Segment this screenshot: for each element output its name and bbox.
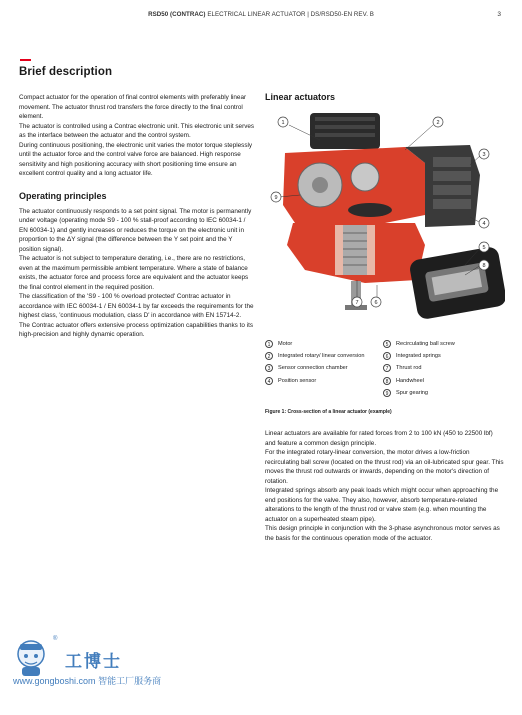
caption-text: Cross-section of a linear actuator (example)	[287, 409, 392, 415]
watermark-tagline: 智能工厂服务商	[98, 676, 162, 686]
legend-label: Spur gearing	[396, 389, 429, 396]
linear-heading: Linear actuators	[265, 92, 336, 102]
legend-number: 8	[383, 377, 391, 385]
legend-item	[383, 340, 501, 349]
operating-paragraph: The classification of the 'S9 - 100 % overload protected' Contrac actuator in accordance with IEC 60034-1 / EN 60034-1 by far exceeds the requirements for the highest class, 'continuous modulation, class D' in accordance with EN 15714-2.	[19, 293, 254, 319]
legend-number: 3	[265, 364, 273, 372]
legend-item	[265, 352, 383, 361]
callout-7: 7	[355, 300, 359, 306]
legend-label: Handwheel	[396, 377, 424, 384]
right-column-heading	[265, 92, 505, 102]
operating-paragraph: The actuator is not subject to temperature derating, i.e., there are no restrictions, even at the maximum permissible ambient temperature. Where a state of balance exists, the actuator force and process force are equivalent and the actuator keeps the final control element in the required position.	[19, 255, 249, 291]
callout-9: 9	[274, 195, 278, 201]
watermark-brand: 工博士	[65, 652, 122, 671]
legend-item	[383, 377, 501, 386]
handwheel	[348, 203, 392, 217]
header-doc-code: RSD50 (CONTRAC)	[148, 11, 206, 18]
brief-paragraph: The actuator is controlled using a Contrac electronic unit. This electronic unit serves as the interface between the actuator and the control system.	[19, 122, 255, 139]
brief-paragraph: Compact actuator for the operation of final control elements with preferably linear movement. The actuator thrust rod transfers the force directly to the final control element.	[19, 94, 247, 120]
linear-text	[265, 429, 505, 543]
legend-number: 2	[265, 352, 273, 360]
legend-number: 9	[383, 389, 391, 397]
legend-item	[265, 340, 383, 349]
watermark-url-line	[13, 674, 161, 687]
legend-label: Sensor connection chamber	[278, 365, 348, 372]
legend-label: Recirculating ball screw	[396, 341, 455, 347]
callout-3: 3	[482, 152, 486, 158]
legend-label: Integrated rotary/ linear conversion	[278, 353, 365, 360]
legend-label: Thrust rod	[396, 365, 422, 372]
callout-6: 6	[374, 300, 378, 306]
legend-label: Position sensor	[278, 377, 317, 384]
legend-item	[265, 377, 383, 386]
watermark-url: www.gongboshi.com	[13, 676, 96, 686]
linear-paragraph: Integrated springs absorb any peak loads which might occur when approaching the end positions for the valve. They also, however, absorb temperature-related alterations to the length of the thrust rod or valve stem (e.g. when mounting the actuator on a superheated steam pipe).	[265, 487, 499, 523]
legend-number: 6	[383, 352, 391, 360]
left-column	[19, 66, 255, 340]
legend-item	[383, 364, 501, 373]
legend-item	[383, 352, 501, 361]
figure-caption	[265, 409, 505, 415]
operating-paragraph: The actuator continuously responds to a set point signal. The motor is permanently under voltage (operating mode S9 - 100 % stall-proof according to IEC 60034-1 / EN 60034-1) and gently increases or reduces the torque on the electronic unit in proportion to the ΔY signal (the difference between the Y set point and the Y position signal).	[19, 207, 252, 253]
legend-item	[383, 389, 501, 398]
brief-heading: Brief description	[19, 66, 113, 78]
operating-heading: Operating principles	[19, 190, 107, 201]
linear-paragraph: This design principle in conjunction with the 3-phase asynchronous motor serves as the basis for the continuous operation mode of the actuator.	[265, 525, 500, 542]
linear-paragraph: For the integrated rotary-linear conversion, the motor drives a low-friction recirculating ball screw (located on the thrust rod) via an oil-lubricated spur gear. This moves the thrust rod outwards or inwards, depending on the motor's direction of rotation.	[265, 449, 504, 485]
legend-number: 1	[265, 340, 273, 348]
accent-dash	[20, 59, 31, 61]
brief-paragraph: During continuous positioning, the electronic unit varies the motor torque steplessly until the actuator force and the control valve force are balanced. High response sensitivity and high positioning accuracy with short positioning time ensure an excellent control quality and a long actuator life.	[19, 141, 253, 177]
callout-1: 1	[281, 120, 285, 126]
actuator-cross-section-illustration	[265, 105, 505, 327]
mascot-icon	[11, 638, 61, 678]
legend-column-left	[265, 340, 383, 389]
actuator-figure	[265, 105, 505, 327]
legend-label: Integrated springs	[396, 353, 441, 360]
linear-paragraph: Linear actuators are available for rated forces from 2 to 100 kN (450 to 22500 lbf) and feature a common design principle.	[265, 430, 493, 447]
caption-label: Figure 1:	[265, 409, 287, 415]
callout-2: 2	[436, 120, 440, 126]
legend-number: 4	[265, 377, 273, 385]
legend-number: 5	[383, 340, 391, 348]
callout-8: 8	[482, 263, 486, 269]
callout-4: 4	[482, 221, 486, 227]
legend-number: 7	[383, 364, 391, 372]
page-header	[0, 11, 522, 21]
operating-paragraph: The Contrac actuator offers extensive process optimization capabilities thanks to its high-precision and highly dynamic operation.	[19, 321, 254, 338]
legend-label: Motor	[278, 341, 293, 347]
gear-small	[351, 163, 379, 191]
legend-column-right	[383, 340, 501, 401]
legend-item	[265, 364, 383, 373]
header-title	[0, 11, 522, 18]
watermark	[7, 636, 162, 694]
callout-5: 5	[482, 245, 486, 251]
page-number: 3	[497, 11, 501, 18]
watermark-registered: ®	[53, 636, 58, 642]
header-doc-title: ELECTRICAL LINEAR ACTUATOR | DS/RSD50-EN REV. B	[207, 11, 374, 18]
